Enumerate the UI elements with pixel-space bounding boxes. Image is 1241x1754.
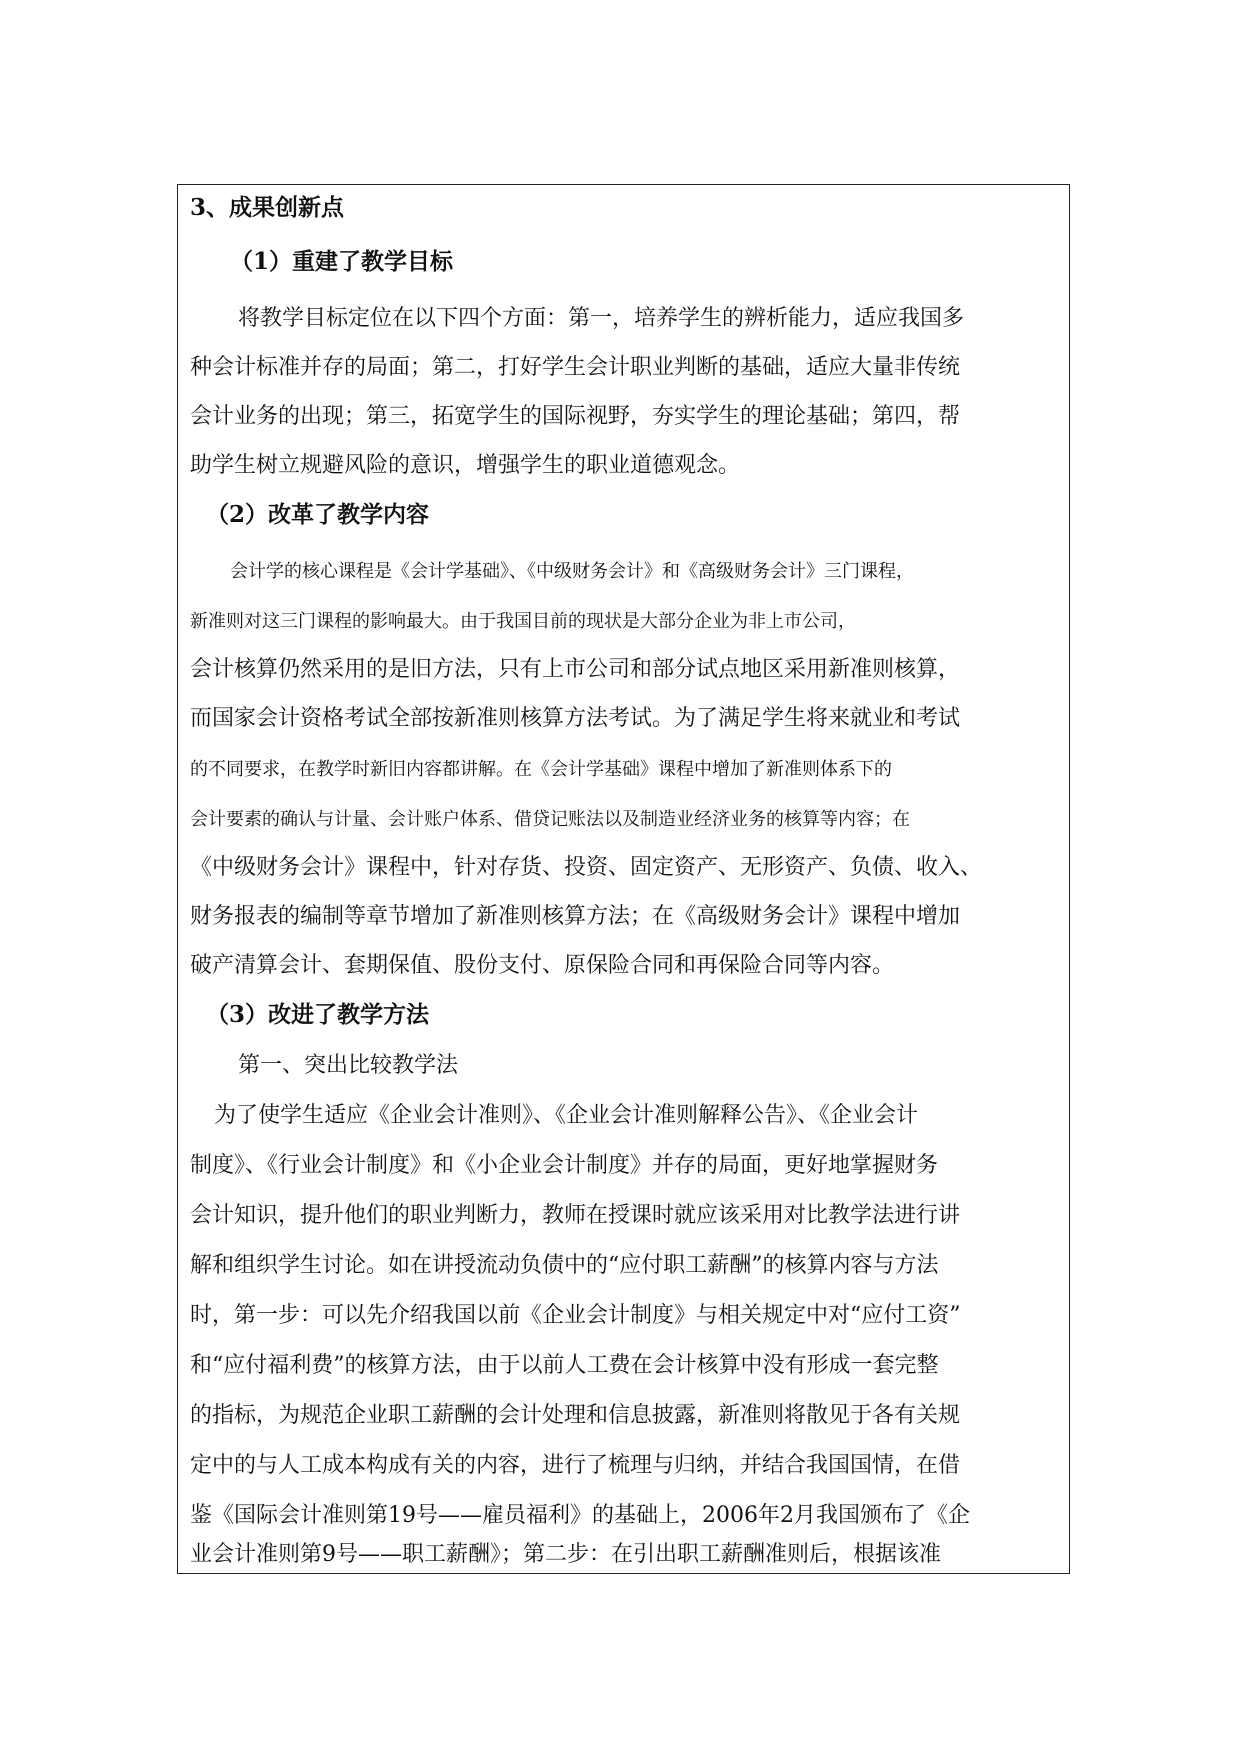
paragraph-line: 定中的与人工成本构成有关的内容，进行了梳理与归纳，并结合我国国情，在借 bbox=[190, 1453, 961, 1478]
paragraph-line: 而国家会计资格考试全部按新准则核算方法考试。为了满足学生将来就业和考试 bbox=[190, 706, 961, 731]
paragraph-line: 业会计准则第9号——职工薪酬》；第二步：在引出职工薪酬准则后，根据该准 bbox=[190, 1542, 941, 1567]
paragraph-line: 会计知识，提升他们的职业判断力，教师在授课时就应该采用对比教学法进行讲 bbox=[190, 1203, 961, 1228]
paragraph-line: 破产清算会计、套期保值、股份支付、原保险合同和再保险合同等内容。 bbox=[190, 953, 895, 978]
paragraph-line: 财务报表的编制等章节增加了新准则核算方法；在《高级财务会计》课程中增加 bbox=[190, 904, 961, 929]
paragraph-line: 制度》、《行业会计制度》和《小企业会计制度》并存的局面，更好地掌握财务 bbox=[190, 1153, 939, 1178]
paragraph-line: 将教学目标定位在以下四个方面：第一，培养学生的辨析能力，适应我国多 bbox=[238, 306, 965, 331]
paragraph-line: 解和组织学生讨论。如在讲授流动负债中的“应付职工薪酬”的核算内容与方法 bbox=[190, 1253, 939, 1278]
paragraph-line: 《中级财务会计》课程中，针对存货、投资、固定资产、无形资产、负债、收入、 bbox=[190, 855, 983, 880]
section-heading: 3、成果创新点 bbox=[190, 194, 345, 221]
paragraph-line: 和“应付福利费”的核算方法，由于以前人工费在会计核算中没有形成一套完整 bbox=[190, 1353, 939, 1378]
paragraph-line: 新准则对这三门课程的影响最大。由于我国目前的现状是大部分企业为非上市公司， bbox=[190, 611, 856, 632]
paragraph-line: 的指标，为规范企业职工薪酬的会计处理和信息披露，新准则将散见于各有关规 bbox=[190, 1403, 961, 1428]
paragraph-line: 会计核算仍然采用的是旧方法，只有上市公司和部分试点地区采用新准则核算， bbox=[190, 657, 961, 682]
subsection-title-2: （2）改革了教学内容 bbox=[206, 501, 430, 528]
paragraph-line: 为了使学生适应《企业会计准则》、《企业会计准则解释公告》、《企业会计 bbox=[214, 1103, 919, 1128]
subsection-title-3: （3）改进了教学方法 bbox=[206, 1001, 430, 1028]
paragraph-line: 会计学的核心课程是《会计学基础》、《中级财务会计》和《高级财务会计》三门课程， bbox=[230, 561, 914, 582]
paragraph-line: 鉴《国际会计准则第19号——雇员福利》的基础上，2006年2月我国颁布了《企 bbox=[190, 1503, 970, 1528]
subsection-title-1: （1）重建了教学目标 bbox=[230, 248, 454, 275]
paragraph-line: 的不同要求，在教学时新旧内容都讲解。在《会计学基础》课程中增加了新准则体系下的 bbox=[190, 759, 892, 780]
document-table-cell bbox=[177, 184, 1070, 1574]
paragraph-line: 时，第一步：可以先介绍我国以前《企业会计制度》与相关规定中对“应付工资” bbox=[190, 1303, 961, 1328]
paragraph-line: 会计业务的出现；第三，拓宽学生的国际视野，夯实学生的理论基础；第四，帮 bbox=[190, 404, 961, 429]
method-title: 第一、突出比较教学法 bbox=[238, 1053, 459, 1078]
paragraph-line: 种会计标准并存的局面；第二，打好学生会计职业判断的基础，适应大量非传统 bbox=[190, 355, 961, 380]
paragraph-line: 助学生树立规避风险的意识，增强学生的职业道德观念。 bbox=[190, 453, 741, 478]
paragraph-line: 会计要素的确认与计量、会计账户体系、借贷记账法以及制造业经济业务的核算等内容；在 bbox=[190, 809, 910, 830]
